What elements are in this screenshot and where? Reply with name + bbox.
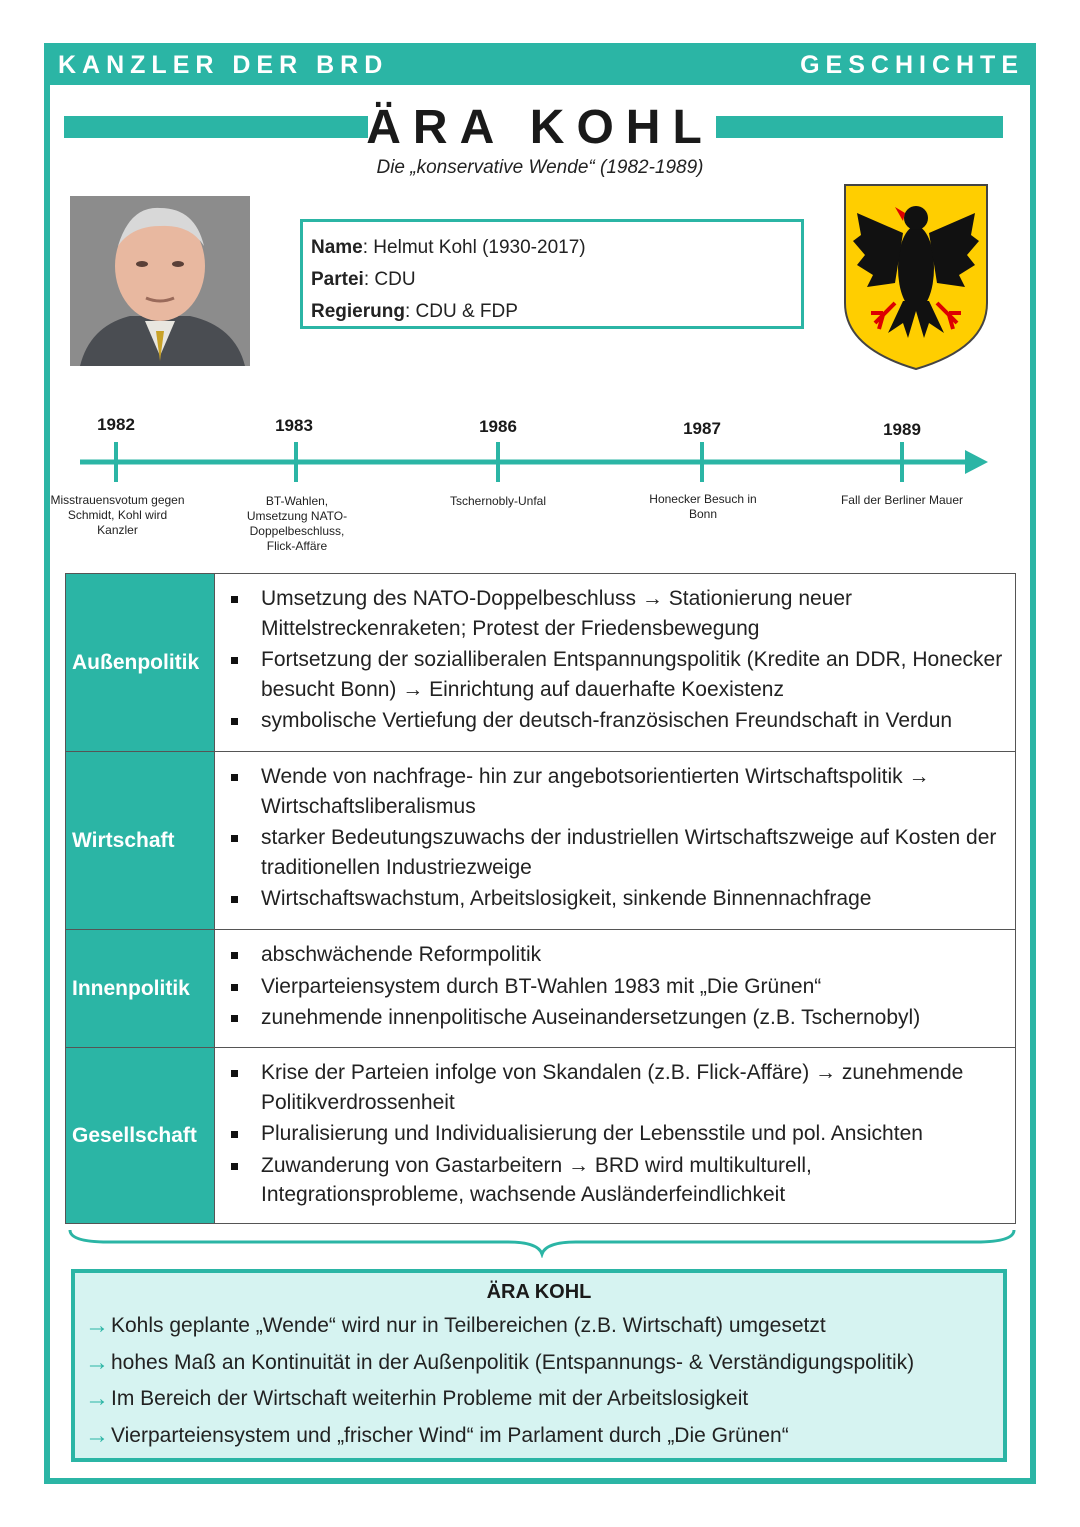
category-label: Innenpolitik	[66, 930, 214, 1047]
page-title: ÄRA KOHL	[366, 101, 714, 154]
category-content	[214, 752, 1015, 929]
timeline-year: 1982	[97, 415, 135, 434]
table-row	[66, 1047, 1015, 1223]
portrait-photo	[70, 196, 250, 366]
timeline-year: 1987	[683, 419, 721, 438]
category-label: Außenpolitik	[66, 574, 214, 751]
category-content	[214, 930, 1015, 1047]
list-item: Pluralisierung und Individualisierung der Lebensstile und pol. Ansichten	[229, 1119, 1005, 1149]
list-item: Zuwanderung von Gastarbeitern → BRD wird multikulturell, Integrationsprobleme, wachsende Ausländerfeindlichkeit	[229, 1151, 1005, 1210]
info-government: Regierung: CDU & FDP	[311, 301, 518, 322]
info-box	[300, 219, 804, 329]
timeline-year: 1989	[883, 420, 921, 439]
summary-item: → hohes Maß an Kontinuität in der Außenpolitik (Entspannungs- & Verständigungspolitik)	[85, 1345, 993, 1382]
category-content	[214, 574, 1015, 751]
timeline-year: 1983	[275, 416, 313, 435]
list-item: starker Bedeutungszuwachs der industriellen Wirtschaftszweige auf Kosten der traditionellen Industriezweige	[229, 823, 1005, 882]
header-left: KANZLER DER BRD	[58, 51, 389, 79]
list-item: Fortsetzung der sozialliberalen Entspannungspolitik (Kredite an DDR, Honecker besucht Bonn) → Einrichtung auf dauerhafte Koexistenz	[229, 645, 1005, 704]
info-name: Name: Helmut Kohl (1930-2017)	[311, 237, 586, 258]
list-item: zunehmende innenpolitische Auseinandersetzungen (z.B. Tschernobyl)	[229, 1003, 1005, 1033]
list-item: Wirtschaftswachstum, Arbeitslosigkeit, sinkende Binnennachfrage	[229, 884, 1005, 914]
list-item: symbolische Vertiefung der deutsch-französischen Freundschaft in Verdun	[229, 706, 1005, 736]
list-item: Krise der Parteien infolge von Skandalen (z.B. Flick-Affäre) → zunehmende Politikverdrossenheit	[229, 1058, 1005, 1117]
table-row	[66, 751, 1015, 929]
summary-box	[71, 1269, 1007, 1462]
category-label: Gesellschaft	[66, 1048, 214, 1223]
table-row	[66, 929, 1015, 1047]
timeline-label: Misstrauensvotum gegen Schmidt, Kohl wird Kanzler	[50, 493, 185, 537]
arrow-right-icon: →	[85, 1312, 109, 1339]
summary-title: ÄRA KOHL	[486, 1281, 592, 1303]
table-row	[66, 574, 1015, 751]
category-label: Wirtschaft	[66, 752, 214, 929]
arrow-right-icon: →	[85, 1421, 109, 1449]
info-party: Partei: CDU	[311, 269, 416, 290]
title-line-left	[64, 116, 368, 138]
arrow-right-icon: →	[85, 1348, 109, 1376]
list-item: Umsetzung des NATO-Doppelbeschluss → Stationierung neuer Mittelstreckenraketen; Protest der Friedensbewegung	[229, 584, 1005, 643]
timeline-label: Tschernobly-Unfal	[449, 494, 547, 508]
list-item: Wende von nachfrage- hin zur angebotsorientierten Wirtschaftspolitik → Wirtschaftsliberalismus	[229, 762, 1005, 821]
summary-item: → Im Bereich der Wirtschaft weiterhin Probleme mit der Arbeitslosigkeit	[85, 1381, 993, 1418]
timeline	[50, 410, 1020, 570]
title-line-right	[716, 116, 1003, 138]
header-right: GESCHICHTE	[800, 51, 1024, 79]
category-content	[214, 1048, 1015, 1223]
list-item: abschwächende Reformpolitik	[229, 940, 1005, 970]
curly-brace-divider	[68, 1228, 1016, 1258]
summary-item: → Vierparteiensystem und „frischer Wind“ im Parlament durch „Die Grünen“	[85, 1418, 993, 1455]
policy-table	[65, 573, 1016, 1224]
timeline-label: Fall der Berliner Mauer	[840, 493, 964, 507]
timeline-label: BT-Wahlen, Umsetzung NATO-Doppelbeschluss, Flick-Affäre	[246, 494, 348, 553]
timeline-label: Honecker Besuch in Bonn	[649, 492, 757, 521]
arrow-right-icon: →	[85, 1385, 109, 1412]
summary-item: → Kohls geplante „Wende“ wird nur in Teilbereichen (z.B. Wirtschaft) umgesetzt	[85, 1308, 993, 1345]
timeline-year: 1986	[479, 417, 517, 436]
header-bar	[44, 43, 1036, 85]
federal-eagle-crest-icon	[843, 183, 989, 371]
page-subtitle: Die „konservative Wende“ (1982-1989)	[376, 157, 704, 178]
list-item: Vierparteiensystem durch BT-Wahlen 1983 mit „Die Grünen“	[229, 972, 1005, 1002]
